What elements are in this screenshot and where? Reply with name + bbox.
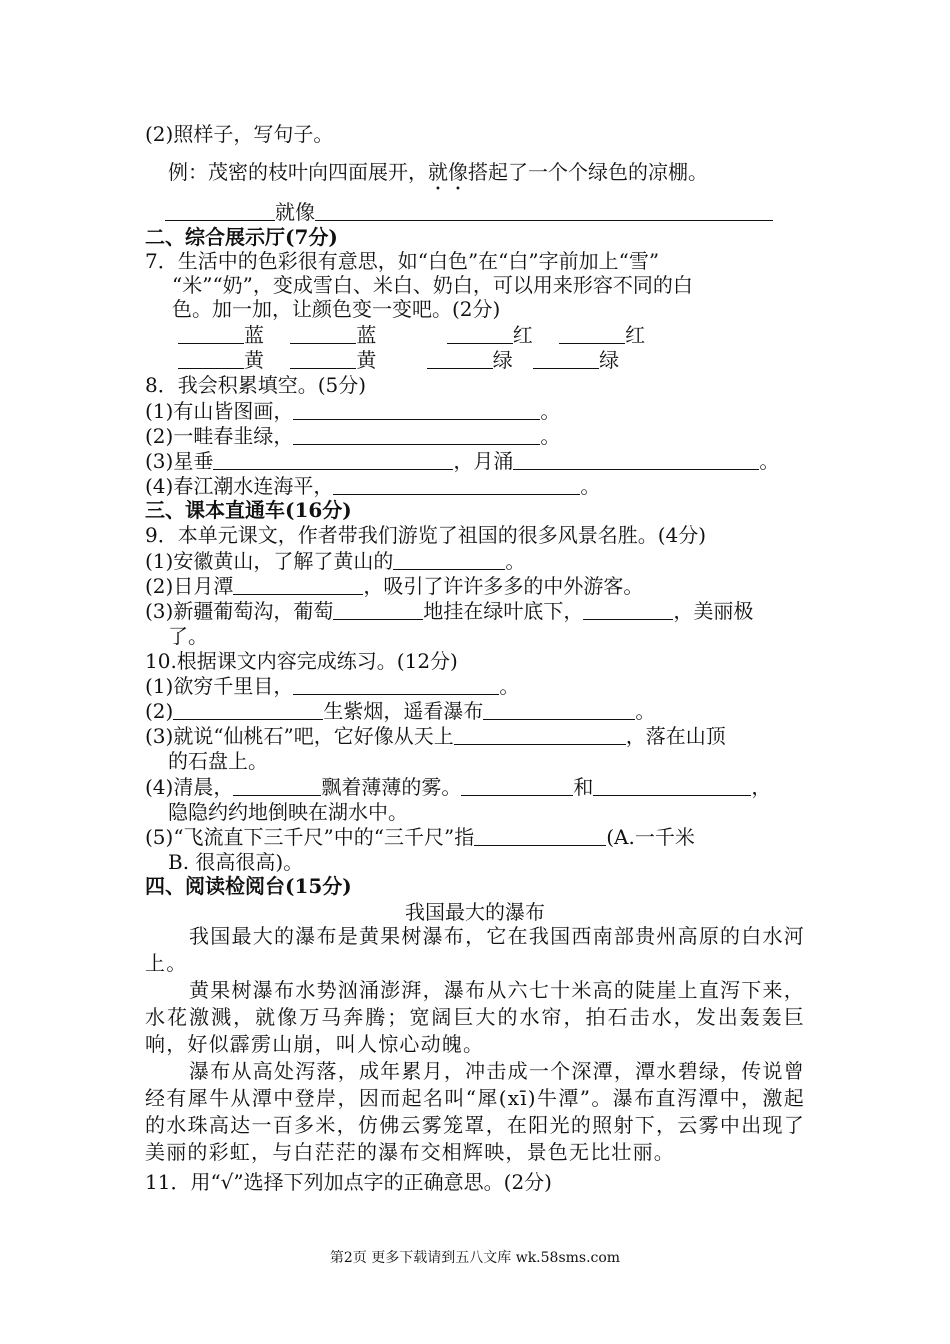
answer-blank[interactable] (454, 725, 626, 745)
article-title: 我国最大的瀑布 (405, 900, 545, 924)
q10-item-cont: 隐隐约约地倒映在湖水中。 (168, 800, 408, 824)
color-fill-row (178, 323, 645, 347)
section-4-heading: 四、阅读检阅台(15分) (145, 874, 352, 898)
answer-blank[interactable] (293, 400, 540, 420)
q8-item (145, 449, 779, 473)
q9-item-cont: 了。 (168, 624, 208, 648)
answer-blank[interactable] (483, 700, 635, 720)
color-blank[interactable] (559, 324, 625, 344)
q9-text: (3)新疆葡萄沟，葡萄 (145, 599, 334, 623)
color-blank[interactable] (178, 349, 244, 369)
color-word: 红 (512, 323, 533, 347)
color-word: 绿 (492, 348, 513, 372)
q10-text: 和 (573, 775, 594, 799)
q10-text: ， (751, 775, 772, 799)
q10-text: (2) (145, 699, 174, 723)
answer-blank[interactable] (165, 201, 275, 221)
q9-text: 地挂在绿叶底下， (423, 599, 584, 623)
q7-line: 色。加一加，让颜色变一变吧。(2分) (172, 297, 501, 321)
q10-title: 10.根据课文内容完成练习。(12分) (145, 649, 458, 673)
color-word: 绿 (599, 348, 620, 372)
answer-blank[interactable] (593, 776, 751, 796)
color-blank[interactable] (447, 324, 513, 344)
q6-2-instruction: (2)照样子，写句子。 (145, 122, 334, 146)
q9-item (145, 574, 643, 598)
article-paragraph: 我国最大的瀑布是黄果树瀑布，它在我国西南部贵州高原的白水河上。 (145, 924, 805, 975)
article-paragraph: 黄果树瀑布水势汹涌澎湃，瀑布从六七十米高的陡崖上直泻下来，水花激溅，就像万马奔腾；宽阔巨大的水帘，拍石击水，发出轰轰巨响，好似霹雳山崩，叫人惊心动魄。 (145, 978, 805, 1056)
answer-blank[interactable] (173, 700, 323, 720)
q10-item (145, 724, 726, 748)
example-text-after: 搭起了一个个绿色的凉棚。 (468, 160, 708, 184)
color-word: 蓝 (356, 323, 377, 347)
color-fill-row (178, 348, 619, 372)
q10-item (145, 775, 771, 799)
q8-text: (4)春江潮水连海平， (145, 474, 334, 498)
color-word: 蓝 (244, 323, 264, 347)
q9-text: ，美丽极 (673, 599, 754, 623)
period: 。 (540, 424, 561, 448)
color-blank[interactable] (533, 349, 599, 369)
article-paragraph: 瀑布从高处泻落，成年累月，冲击成一个深潭，潭水碧绿，传说曾经有犀牛从潭中登岸，因而起名叫“犀(xī)牛潭”。瀑布直泻潭中，激起的水珠高达一百多米，仿佛云雾笼罩，在阳光的照射下，云雾中出现了美丽的彩虹，与白茫茫的瀑布交相辉映，景色无比壮丽。 (145, 1059, 805, 1164)
q10-item-cont: B. 很高很高)。 (168, 850, 304, 874)
answer-blank[interactable] (293, 425, 540, 445)
q11-title: 11．用“√”选择下列加点字的正确意思。(2分) (145, 1170, 552, 1194)
answer-blank[interactable] (333, 600, 423, 620)
q8-text: (3)星垂 (145, 449, 214, 473)
color-blank[interactable] (290, 324, 356, 344)
q10-text: (A.一千米 (606, 825, 695, 849)
answer-blank[interactable] (333, 475, 580, 495)
q8-item (145, 399, 560, 423)
q8-item (145, 474, 600, 498)
q8-text: (1)有山皆图画， (145, 399, 294, 423)
color-blank[interactable] (178, 324, 244, 344)
color-word: 红 (625, 323, 646, 347)
q8-title: 8．我会积累填空。(5分) (145, 373, 367, 397)
color-word: 黄 (244, 348, 264, 372)
page-footer: 第2页 更多下载请到五八文库 wk.58sms.com (329, 1250, 621, 1266)
color-blank[interactable] (427, 349, 493, 369)
answer-blank[interactable] (393, 550, 505, 570)
q7-line: 7．生活中的色彩很有意思，如“白色”在“白”字前加上“雪” (145, 249, 660, 273)
q10-item (145, 674, 519, 698)
q8-item (145, 424, 560, 448)
q6-2-example (168, 160, 708, 195)
q10-text: (1)欲穷千里目， (145, 674, 294, 698)
answer-blank[interactable] (213, 450, 453, 470)
example-dotted-words: 就像 (428, 160, 468, 184)
color-word: 黄 (356, 348, 377, 372)
period: 。 (540, 399, 561, 423)
q9-item (145, 599, 753, 623)
answer-blank[interactable] (461, 776, 573, 796)
q7-line: “米”“奶”，变成雪白、米白、奶白，可以用来形容不同的白 (172, 273, 693, 297)
answer-blank[interactable] (583, 600, 673, 620)
q10-text: (3)就说“仙桃石”吧，它好像从天上 (145, 724, 454, 748)
q10-item-cont: 的石盘上。 (168, 749, 268, 773)
q10-text: (4)清晨， (145, 775, 234, 799)
period: 。 (759, 449, 780, 473)
fill-word: 就像 (275, 200, 315, 224)
section-2-heading: 二、综合展示厅(7分) (145, 225, 338, 249)
period: 。 (499, 674, 520, 698)
period: 。 (505, 549, 526, 573)
period: 。 (635, 699, 656, 723)
q6-2-answer-line (165, 200, 773, 224)
color-blank[interactable] (290, 349, 356, 369)
q8-text: ，月涌 (453, 449, 514, 473)
q10-text: ，落在山顶 (625, 724, 726, 748)
q9-item (145, 549, 525, 573)
q9-text: ，吸引了许许多多的中外游客。 (363, 574, 644, 598)
q10-item (145, 825, 695, 849)
q9-text: (1)安徽黄山，了解了黄山的 (145, 549, 394, 573)
q10-text: (5)“飞流直下三千尺”中的“三千尺”指 (145, 825, 475, 849)
q9-text: (2)日月潭 (145, 574, 234, 598)
period: 。 (580, 474, 601, 498)
answer-blank[interactable] (233, 776, 321, 796)
answer-blank[interactable] (315, 201, 773, 221)
q10-item (145, 699, 655, 723)
q10-text: 生紫烟，遥看瀑布 (323, 699, 484, 723)
answer-blank[interactable] (293, 675, 499, 695)
q8-text: (2)一畦春韭绿， (145, 424, 294, 448)
q9-title: 9．本单元课文，作者带我们游览了祖国的很多风景名胜。(4分) (145, 523, 707, 547)
section-3-heading: 三、课本直通车(16分) (145, 498, 352, 522)
answer-blank[interactable] (233, 575, 363, 595)
answer-blank[interactable] (474, 826, 606, 846)
answer-blank[interactable] (513, 450, 759, 470)
q10-text: 飘着薄薄的雾。 (321, 775, 462, 799)
example-text-before: 例：茂密的枝叶向四面展开， (168, 160, 428, 184)
